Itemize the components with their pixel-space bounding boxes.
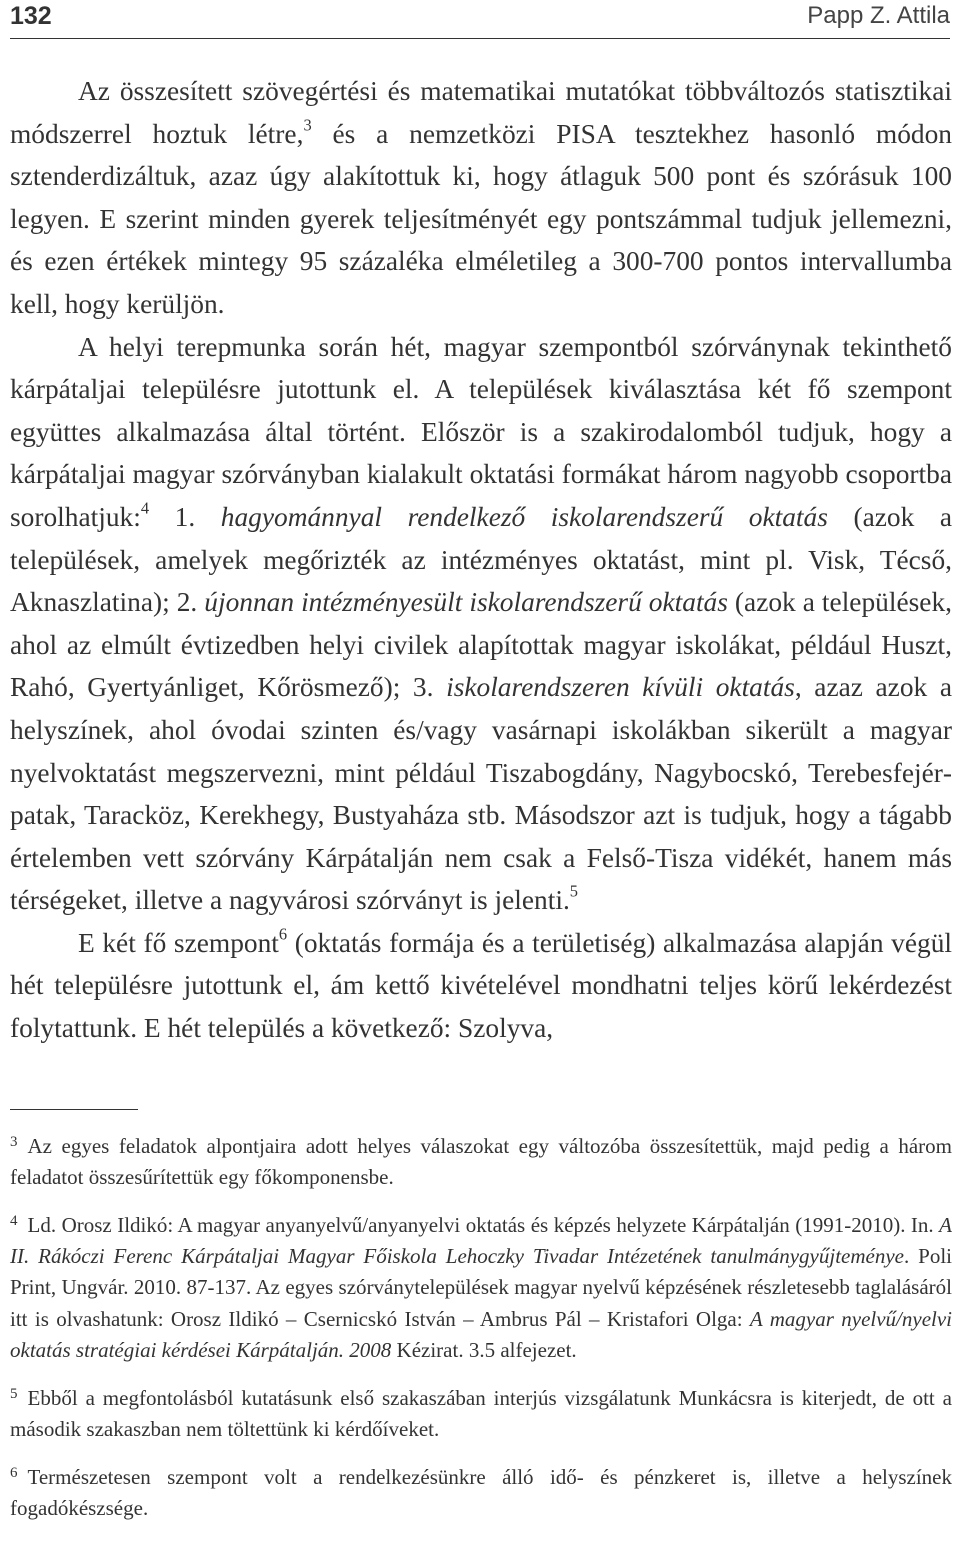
footnote-ref-4: 4: [140, 498, 150, 518]
footnote-6-text: Természetesen szempont volt a rendelkezésünkre álló idő- és pénzkeret is, illetve a helyszínek fogadókészsége.: [10, 1464, 952, 1521]
paragraph-2-text-d: (azok a települések, ahol az elmúlt évtizedben helyi civilek alapítottak magyar iskolákat, például Huszt, Rahó, Gyertyánliget, Kőrösmező); 3.: [10, 587, 952, 703]
footnote-4-number: 4: [10, 1213, 18, 1230]
footnote-4: [10, 1206, 952, 1366]
footnote-4-text-c: Kézirat. 3.5 alfejezet.: [391, 1337, 577, 1362]
paragraph-1: [10, 70, 952, 326]
page-number: 132: [10, 2, 52, 30]
category-2-term: újonnan intézményesült iskolarendszerű oktatás: [204, 587, 728, 618]
footnote-6-number: 6: [10, 1465, 18, 1482]
footnote-4-text-a: Ld. Orosz Ildikó: A magyar anyanyelvű/anyanyelvi oktatás és képzés helyzete Kárpátalján (1991-2010). In.: [27, 1212, 940, 1237]
footnote-3-text: Az egyes feladatok alpontjaira adott helyes válaszokat egy változóba összesítettük, majd pedig a három feladatot összesűrítettük egy főkomponensbe.: [10, 1133, 952, 1189]
footnote-4-title-1: A II. Rákóczi Ferenc Kárpátaljai Magyar Főiskola Lehoczky Tivadar Intézetének tanulmánygyűjteménye: [10, 1212, 952, 1269]
running-header: [10, 0, 950, 39]
footnote-6: [10, 1458, 952, 1524]
main-text: [10, 70, 952, 1050]
footnote-ref-5: 5: [569, 881, 579, 901]
footnote-3: [10, 1127, 952, 1193]
paragraph-3: [10, 922, 952, 1050]
paragraph-2-text-c: (azok a települések, amelyek megőrizték az intézményes oktatást, mint pl. Visk, Técső, Aknaszlatina); 2.: [10, 501, 952, 618]
paragraph-3-text-b: (oktatás formája és a területiség) alkalmazása alapján végül hét településre jutottunk el, ám kettő kivételével mondhatni teljes körű lekérdezést folytattunk. E hét település a következő: Szolyva,: [10, 927, 952, 1044]
category-1-term: hagyománnyal rendelkező iskolarendszerű oktatás: [220, 501, 828, 532]
paragraph-2: [10, 326, 952, 922]
running-header-author: Papp Z. Attila: [807, 2, 950, 29]
footnote-3-number: 3: [10, 1134, 18, 1150]
paragraph-3-text-a: E két fő szempont: [78, 927, 279, 958]
paragraph-2-text-a: A helyi terepmunka során hét, magyar szempontból szórványnak tekinthető kárpátaljai településre jutottunk el. A települések kiválasztása két fő szempont együttes alkalmazása által történt. Először is a szakirodalomból tudjuk, hogy a kárpátaljai magyar szórványban kialakult oktatási formákat három nagyobb csoportba sorolhatjuk:: [10, 331, 952, 532]
footnote-4-title-2: A magyar nyelvű/nyelvi oktatás stratégiai kérdései Kárpátalján. 2008: [10, 1306, 953, 1362]
footnote-5: [10, 1379, 952, 1445]
paragraph-2-text-e: , azaz azok a helyszínek, ahol óvodai szinten és/vagy vasárnapi iskolákban sikerült a magyar nyelvoktatást megszervezni, mint például Tiszabogdány, Nagybocskó, Terebesfejérpatak, Taracköz, Kerekhegy, Bustyaháza stb. Másodszor azt is tudjuk, hogy a tágabb értelemben vett szórvány Kárpátalján nem csak a Felső-Tisza vidékét, hanem más térségeket, illetve a nagyvárosi szórványt is jelenti.: [10, 672, 952, 916]
footnote-ref-6: 6: [278, 924, 288, 944]
footnote-5-text: Ebből a megfontolásból kutatásunk első szakaszában interjús vizsgálatunk Munkácsra is kiterjedt, de ott a második szakaszban nem töltettünk ki kérdőíveket.: [10, 1385, 952, 1441]
paragraph-2-text-b: 1.: [149, 501, 221, 532]
footnotes: [10, 1127, 952, 1537]
category-3-term: iskolarendszeren kívüli oktatás: [446, 672, 795, 703]
paragraph-1-text-b: és a nemzetközi PISA tesztekhez hasonló módon sztenderdizáltuk, azaz úgy alakítottuk ki, hogy átlaguk 500 pont és szórásuk 100 legyen. E szerint minden gyerek teljesítményét egy pontszámmal tudjuk jellemezni, és ezen értékek mintegy 95 százaléka elméletileg a 300-700 pontos intervallumba kell, hogy kerüljön.: [10, 118, 952, 319]
footnote-ref-3: 3: [303, 115, 312, 135]
footnote-5-number: 5: [10, 1385, 18, 1402]
footnote-separator: [10, 1109, 138, 1110]
footnote-4-text-b: . Poli Print, Ungvár. 2010. 87-137. Az egyes szórványtelepülések magyar nyelvű képzésének részletesebb taglalásáról itt is olvashatunk: Orosz Ildikó – Csernicskó István – Ambrus Pál – Kristafori Olga:: [10, 1244, 952, 1331]
paragraph-1-text-a: Az összesített szövegértési és matematikai mutatókat többváltozós statisztikai módszerrel hoztuk létre,: [10, 76, 952, 149]
